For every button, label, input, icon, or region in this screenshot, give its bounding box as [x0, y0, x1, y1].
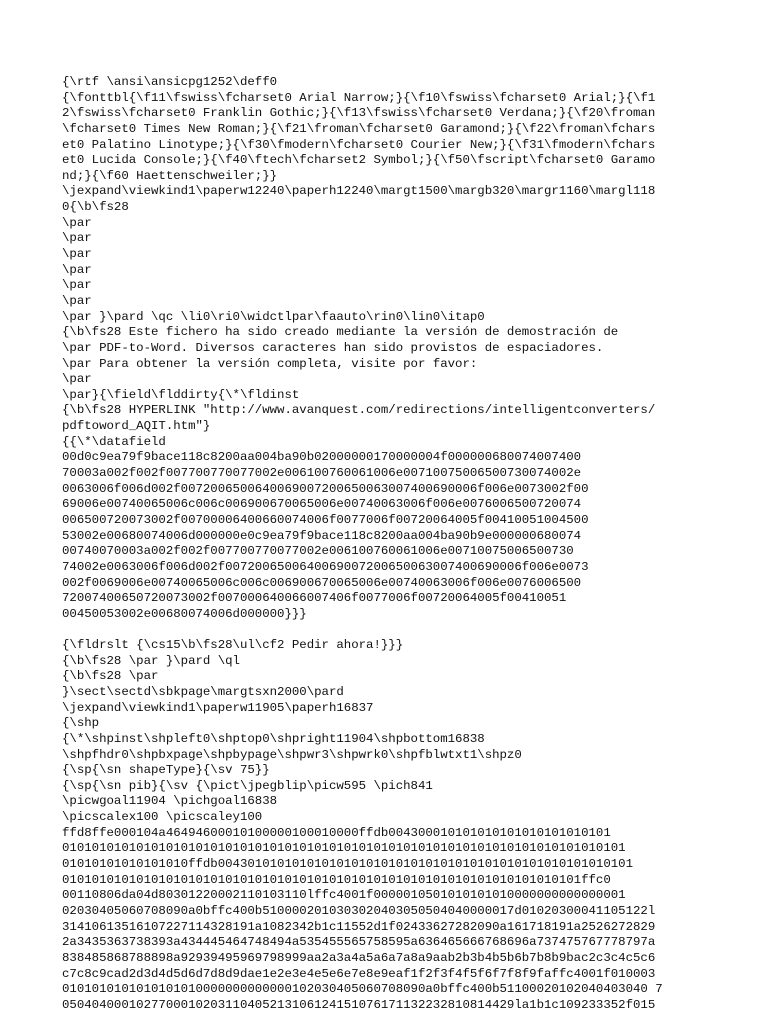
document-line: 2\fswiss\fcharset0 Franklin Gothic;}{\f13\fswiss\fcharset0 Verdana;}{\f20\froman [62, 106, 656, 121]
document-line: \par [62, 262, 92, 277]
document-line: 02030405060708090a0bffc400b5100002010303020403050504040000017d01020300041105122l [62, 903, 656, 918]
document-line: {\fldrslt {\cs15\b\fs28\ul\cf2 Pedir ahora!}}} [62, 638, 404, 653]
document-line: 0{\b\fs28 [62, 200, 129, 215]
document-line: 74002e0063006f006d002f0072006500640069007200650063007400690006f006e0073 [62, 559, 589, 574]
document-line: \par Para obtener la versión completa, visite por favor: [62, 356, 478, 371]
document-line: {\b\fs28 \par [62, 669, 159, 684]
document-line: pdftoword_AQIT.htm"} [62, 419, 211, 434]
document-line: \par }\pard \qc \li0\ri0\widctlpar\faauto\rin0\lin0\itap0 [62, 309, 485, 324]
document-line: 006500720073002f00700006400660074006f0077006f00720064005f00410051004500 [62, 512, 589, 527]
document-line: \shpfhdr0\shpbxpage\shpbypage\shpwr3\shpwrk0\shpfblwtxt1\shpz0 [62, 747, 522, 762]
document-line: {\rtf \ansi\ansicpg1252\deff0 [62, 75, 278, 89]
document-line: \jexpand\viewkind1\paperw11905\paperh16837 [62, 700, 374, 715]
document-line: \par}{\field\flddirty{\*\fldinst [62, 387, 300, 402]
document-line: }\sect\sectd\sbkpage\margtsxn2000\pard [62, 684, 344, 699]
document-line: {\b\fs28 HYPERLINK "http://www.avanquest.com/redirections/intelligentconverters/ [62, 403, 656, 418]
document-line: \picscalex100 \picscaley100 [62, 810, 263, 825]
document-line: nd;}{\f60 Haettenschweiler;}} [62, 168, 278, 183]
document-line: 0063006f006d002f0072006500640069007200650063007400690006f006e0073002f00 [62, 481, 589, 496]
document-line: \picwgoal11904 \pichgoal16838 [62, 794, 278, 809]
rtf-source-document [62, 75, 762, 1013]
document-line: 00450053002e00680074006d000000}}} [62, 606, 307, 621]
document-line: \par [62, 215, 92, 230]
document-line: et0 Palatino Linotype;}{\f30\fmodern\fcharset0 Courier New;}{\f31\fmodern\fchars [62, 137, 656, 152]
document-line: 0504040001027700010203110405213106124151076171132232810814429la1b1c109233352f015 [62, 997, 656, 1012]
document-line: {\b\fs28 Este fichero ha sido creado mediante la versión de demostración de [62, 325, 619, 340]
document-line: {\sp{\sn pib}{\sv {\pict\jpegblip\picw595 \pich841 [62, 778, 433, 793]
document-line [62, 622, 762, 638]
document-line: 00740070003a002f002f007700770077002e006100760061006e00710075006500730 [62, 544, 574, 559]
document-line: 70003a002f002f007700770077002e006100760061006e00710075006500730074002e [62, 466, 582, 481]
document-line: 0101010101010101010101010101010101010101010101010101010101010101010101010101 [62, 841, 626, 856]
document-line: \par PDF-to-Word. Diversos caracteres han sido provistos de espaciadores. [62, 340, 604, 355]
document-line: ffd8ffe000104a46494600010100000100010000ffdb004300010101010101010101010101 [62, 825, 611, 840]
document-line: et0 Lucida Console;}{\f40\ftech\fcharset2 Symbol;}{\f50\fscript\fcharset0 Garamo [62, 153, 656, 168]
document-line: 838485868788898a92939495969798999aa2a3a4a5a6a7a8a9aab2b3b4b5b6b7b8b9bac2c3c4c5c6 [62, 950, 656, 965]
document-line: {\b\fs28 \par }\pard \ql [62, 653, 240, 668]
document-line: \par [62, 293, 92, 308]
document-line: 72007400650720073002f007000640066007406f0077006f00720064005f00410051 [62, 591, 567, 606]
document-line: \jexpand\viewkind1\paperw12240\paperh12240\margt1500\margb320\margr1160\margl118 [62, 184, 656, 199]
document-line: c7c8c9cad2d3d4d5d6d7d8d9dae1e2e3e4e5e6e7e8e9eaf1f2f3f4f5f6f7f8f9faffc4001f010003 [62, 966, 656, 981]
document-line: 00110806da04d80301220002110103110lffc4001f0000010501010101010000000000000001 [62, 888, 626, 903]
document-line: \par [62, 278, 92, 293]
document-line: {{\*\datafield [62, 434, 166, 449]
document-line: 002f0069006e00740065006c006c006900670065006e00740063006f006e0076006500 [62, 575, 582, 590]
document-line: {\fonttbl{\f11\fswiss\fcharset0 Arial Narrow;}{\f10\fswiss\fcharset0 Arial;}{\f1 [62, 90, 656, 105]
document-line: 0101010101010101010000000000000102030405060708090a0bffc400b51100020102040403040 7 [62, 982, 663, 997]
document-line: 2a3435363738393a434445464748494a535455565758595a636465666768696a737475767778797a [62, 935, 656, 950]
document-line: \par [62, 231, 92, 246]
document-line: \par [62, 372, 92, 387]
document-line: {\shp [62, 716, 100, 731]
document-line: 00d0c9ea79f9bace118c8200aa004ba90b02000000170000004f000000680074007400 [62, 450, 582, 465]
document-line: {\sp{\sn shapeType}{\sv 75}} [62, 763, 270, 778]
document-line: {\*\shpinst\shpleft0\shptop0\shpright11904\shpbottom16838 [62, 731, 485, 746]
document-line: 53002e00680074006d000000e0c9ea79f9bace118c8200aa004ba90b9e000000680074 [62, 528, 582, 543]
document-line: 01010101010101010ffdb00430101010101010101010101010101010101010101010101010101 [62, 857, 634, 872]
document-line: 0101010101010101010101010101010101010101010101010101010101010101010101ffc0 [62, 872, 611, 887]
document-line: 31410613516107227114328191a1082342b1c11552d1f02433627282090a161718191a2526272829 [62, 919, 656, 934]
document-line: 69006e00740065006c006c006900670065006e00740063006f006e0076006500720074 [62, 497, 582, 512]
document-line: \fcharset0 Times New Roman;}{\f21\froman\fcharset0 Garamond;}{\f22\froman\fchars [62, 121, 656, 136]
document-line: \par [62, 247, 92, 262]
